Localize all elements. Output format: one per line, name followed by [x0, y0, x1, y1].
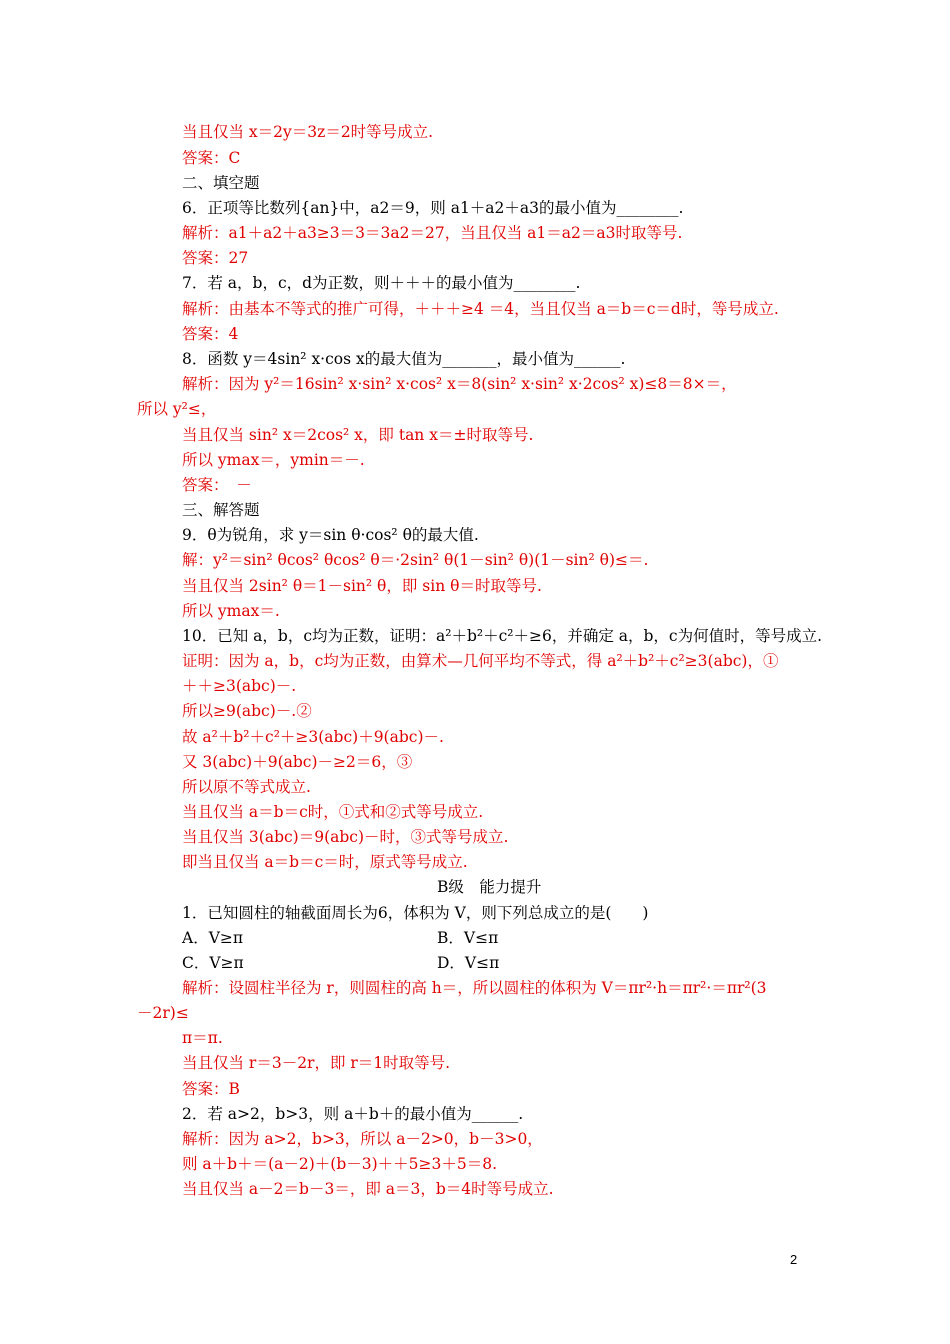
text-line-1: 当且仅当 x＝2y＝3z＝2时等号成立. — [182, 123, 434, 141]
text-line-28: 当且仅当 a＝b＝c时，①式和②式等号成立. — [182, 803, 484, 821]
text-line-42: 2．若 a>2，b>3，则 a＋b＋的最小值为______. — [182, 1105, 524, 1123]
text-line-8: 解析：由基本不等式的推广可得，＋＋＋≥4 ＝4，当且仅当 a＝b＝c＝d时，等号成立. — [182, 300, 779, 318]
page-number: 2 — [790, 1252, 798, 1267]
text-line-20: 所以 ymax＝. — [182, 602, 280, 620]
text-line-39: π＝π. — [182, 1029, 223, 1047]
text-line-31: B级 能力提升 — [437, 878, 542, 896]
text-line-45: 当且仅当 a－2＝b－3＝，即 a＝3，b＝4时等号成立. — [182, 1180, 554, 1198]
text-line-43: 解析：因为 a>2，b>3，所以 a－2>0，b－3>0， — [182, 1130, 543, 1148]
text-line-2: 答案：C — [182, 149, 241, 167]
text-line-18: 解：y²＝sin² θcos² θcos² θ＝·2sin² θ(1－sin² θ)(1－sin² θ)≤＝. — [182, 551, 649, 569]
text-line-29: 当且仅当 3(abc)＝9(abc)－时，③式等号成立. — [182, 828, 509, 846]
text-line-14: 所以 ymax＝，ymin＝－. — [182, 451, 365, 469]
text-line-21: 10．已知 a，b，c均为正数，证明：a²＋b²＋c²＋≥6，并确定 a，b，c为何值时，等号成立. — [182, 627, 823, 645]
text-line-9: 答案：4 — [182, 325, 239, 343]
text-line-7: 7．若 a，b，c，d为正数，则＋＋＋的最小值为________. — [182, 274, 581, 292]
text-line-23: ＋＋≥3(abc)－. — [182, 677, 297, 695]
text-line-44: 则 a＋b＋＝(a－2)＋(b－3)＋＋5≥3＋5＝8. — [182, 1155, 498, 1173]
text-line-24: 所以≥9(abc)－.② — [182, 702, 312, 720]
text-line-13: 当且仅当 sin² x＝2cos² x，即 tan x＝±时取等号. — [182, 426, 534, 444]
text-line-25: 故 a²＋b²＋c²＋≥3(abc)＋9(abc)－. — [182, 728, 444, 746]
text-line-11: 解析：因为 y²＝16sin² x·sin² x·cos² x＝8(sin² x·sin² x·2cos² x)≤8＝8×＝， — [182, 375, 737, 393]
text-line-26: 又 3(abc)＋9(abc)－≥2＝6，③ — [182, 753, 413, 771]
text-line-30: 即当且仅当 a＝b＝c＝时，原式等号成立. — [182, 853, 468, 871]
text-line-37: 解析：设圆柱半径为 r，则圆柱的高 h＝，所以圆柱的体积为 V＝πr²·h＝πr²·＝πr²(3 — [182, 979, 767, 997]
text-line-32: 1．已知圆柱的轴截面周长为6，体积为 V，则下列总成立的是( ) — [182, 904, 649, 922]
text-line-38: －2r)≤ — [137, 1004, 189, 1022]
text-line-41: 答案：B — [182, 1080, 240, 1098]
text-line-22: 证明：因为 a，b，c均为正数，由算术—几何平均不等式，得 a²＋b²＋c²≥3(abc)，① — [182, 652, 779, 670]
text-line-5: 解析：a1＋a2＋a3≥3＝3＝3a2＝27，当且仅当 a1＝a2＝a3时取等号. — [182, 224, 683, 242]
text-line-33: A．V≥π — [182, 929, 244, 947]
text-line-35: C．V≥π — [182, 954, 244, 972]
text-line-12: 所以 y²≤， — [137, 400, 217, 418]
text-line-3: 二、填空题 — [182, 174, 260, 192]
text-line-6: 答案：27 — [182, 249, 249, 267]
text-line-40: 当且仅当 r＝3－2r，即 r＝1时取等号. — [182, 1054, 451, 1072]
text-line-34: B．V≤π — [437, 929, 499, 947]
text-line-27: 所以原不等式成立. — [182, 778, 311, 796]
text-line-19: 当且仅当 2sin² θ＝1－sin² θ，即 sin θ＝时取等号. — [182, 577, 542, 595]
text-line-36: D．V≤π — [437, 954, 500, 972]
text-line-15: 答案： － — [182, 476, 252, 494]
text-line-10: 8．函数 y＝4sin² x·cos x的最大值为_______，最小值为______. — [182, 350, 626, 368]
text-line-17: 9．θ为锐角，求 y＝sin θ·cos² θ的最大值. — [182, 526, 479, 544]
text-line-16: 三、解答题 — [182, 501, 260, 519]
text-line-4: 6．正项等比数列{an}中，a2＝9，则 a1＋a2＋a3的最小值为________. — [182, 199, 684, 217]
